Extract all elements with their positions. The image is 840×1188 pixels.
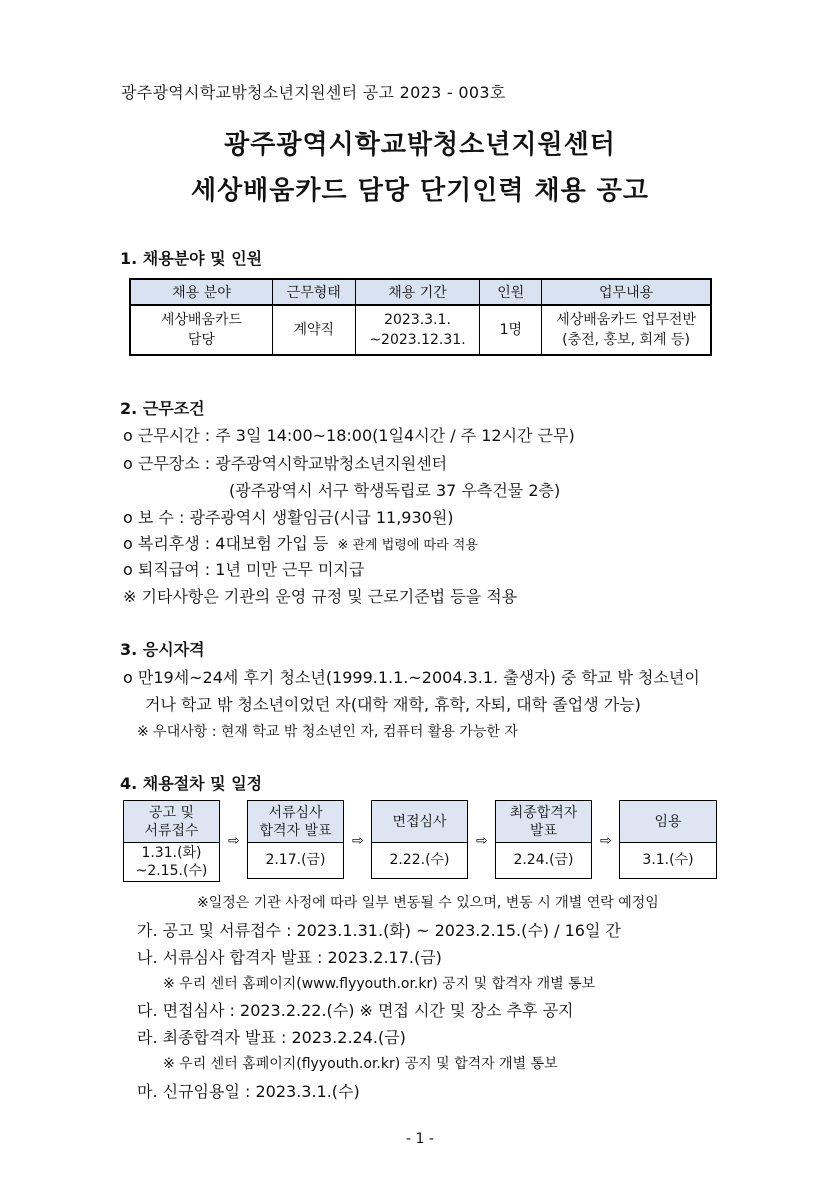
welfare-text: o 복리후생 : 4대보험 가입 등 bbox=[123, 534, 329, 553]
schedule-item: 마. 신규임용일 : 2023.3.1.(수) bbox=[137, 1082, 360, 1101]
severance-line: o 퇴직급여 : 1년 미만 근무 미지급 bbox=[123, 560, 365, 579]
table-cell: 2023.3.1. ~2023.12.31. bbox=[355, 305, 480, 355]
preference-note: ※ 우대사항 : 현재 학교 밖 청소년인 자, 컴퓨터 활용 가능한 자 bbox=[137, 724, 518, 740]
salary-line: o 보 수 : 광주광역시 생활임금(시급 11,930원) bbox=[123, 508, 454, 527]
step-date: 1.31.(화) ~2.15.(수) bbox=[135, 844, 208, 879]
schedule-item: 다. 면접심사 : 2023.2.22.(수) ※ 면접 시간 및 장소 추후 공지 bbox=[137, 1001, 574, 1020]
arrow-icon: ⇨ bbox=[352, 833, 364, 849]
schedule-item: 가. 공고 및 서류접수 : 2023.1.31.(화) ~ 2023.2.15.(수) / 16일 간 bbox=[137, 921, 621, 940]
schedule-item: 나. 서류심사 합격자 발표 : 2023.2.17.(금) bbox=[137, 948, 442, 967]
step-box bbox=[123, 800, 220, 882]
step-title: 서류심사 합격자 발표 bbox=[248, 801, 343, 843]
table-cell: 세상배움카드 담당 bbox=[130, 305, 272, 355]
work-location-line: o 근무장소 : 광주광역시학교밖청소년지원센터 bbox=[123, 454, 448, 473]
step-box bbox=[619, 800, 717, 879]
notice-number: 광주광역시학교밖청소년지원센터 공고 2023 - 003호 bbox=[121, 83, 506, 102]
step-title: 최종합격자 발표 bbox=[496, 801, 591, 843]
page-number: - 1 - bbox=[406, 1131, 434, 1147]
step-date: 2.22.(수) bbox=[389, 852, 450, 868]
work-address-line: (광주광역시 서구 학생독립로 37 우측건물 2층) bbox=[229, 481, 561, 500]
table-cell: 계약직 bbox=[272, 305, 355, 355]
table-cell: 세상배움카드 업무전반 (충전, 홍보, 회계 등) bbox=[542, 305, 711, 355]
step-box bbox=[247, 800, 344, 879]
schedule-subnote: ※ 우리 센터 홈페이지(www.flyyouth.or.kr) 공지 및 합격자 개별 통보 bbox=[163, 976, 596, 992]
title-line-2: 세상배움카드 담당 단기인력 채용 공고 bbox=[190, 176, 650, 206]
other-terms-line: ※ 기타사항은 기관의 운영 규정 및 근로기준법 등을 적용 bbox=[123, 587, 518, 606]
table-header-cell: 채용 분야 bbox=[130, 279, 272, 305]
welfare-note: ※ 관계 법령에 따라 적용 bbox=[337, 538, 478, 553]
eligibility-line-1: o 만19세~24세 후기 청소년(1999.1.1.~2004.3.1. 출생자) 중 학교 밖 청소년이 bbox=[123, 668, 700, 687]
recruitment-table bbox=[129, 278, 712, 356]
table-header-cell: 근무형태 bbox=[272, 279, 355, 305]
section-2-heading: 2. 근무조건 bbox=[120, 399, 205, 418]
arrow-icon: ⇨ bbox=[600, 833, 612, 849]
table-header-cell: 채용 기간 bbox=[355, 279, 480, 305]
step-box bbox=[495, 800, 592, 879]
step-date: 3.1.(수) bbox=[642, 852, 694, 868]
title-line-1: 광주광역시학교밖청소년지원센터 bbox=[224, 130, 616, 160]
step-title: 공고 및 서류접수 bbox=[124, 801, 219, 843]
step-date: 2.17.(금) bbox=[265, 852, 326, 868]
eligibility-line-2: 거나 학교 밖 청소년이었던 자(대학 재학, 휴학, 자퇴, 대학 졸업생 가능) bbox=[145, 695, 641, 714]
schedule-item: 라. 최종합격자 발표 : 2023.2.24.(금) bbox=[137, 1028, 406, 1047]
step-box bbox=[371, 800, 468, 879]
table-cell: 1명 bbox=[480, 305, 542, 355]
section-1-heading: 1. 채용분야 및 인원 bbox=[120, 249, 263, 268]
table-row bbox=[130, 305, 711, 355]
arrow-icon: ⇨ bbox=[228, 833, 240, 849]
work-hours-line: o 근무시간 : 주 3일 14:00~18:00(1일4시간 / 주 12시간 근무) bbox=[123, 426, 575, 445]
section-4-heading: 4. 채용절차 및 일정 bbox=[120, 774, 263, 793]
schedule-subnote: ※ 우리 센터 홈페이지(flyyouth.or.kr) 공지 및 합격자 개별 통보 bbox=[163, 1056, 558, 1072]
welfare-line bbox=[123, 531, 478, 554]
section-3-heading: 3. 응시자격 bbox=[120, 640, 205, 659]
table-header-row bbox=[130, 279, 711, 305]
step-title: 임용 bbox=[620, 801, 716, 843]
step-date: 2.24.(금) bbox=[513, 852, 574, 868]
schedule-note: ※일정은 기관 사정에 따라 일부 변동될 수 있으며, 변동 시 개별 연락 예정임 bbox=[197, 895, 659, 911]
arrow-icon: ⇨ bbox=[476, 833, 488, 849]
table-header-cell: 인원 bbox=[480, 279, 542, 305]
step-title: 면접심사 bbox=[372, 801, 467, 843]
table-header-cell: 업무내용 bbox=[542, 279, 711, 305]
